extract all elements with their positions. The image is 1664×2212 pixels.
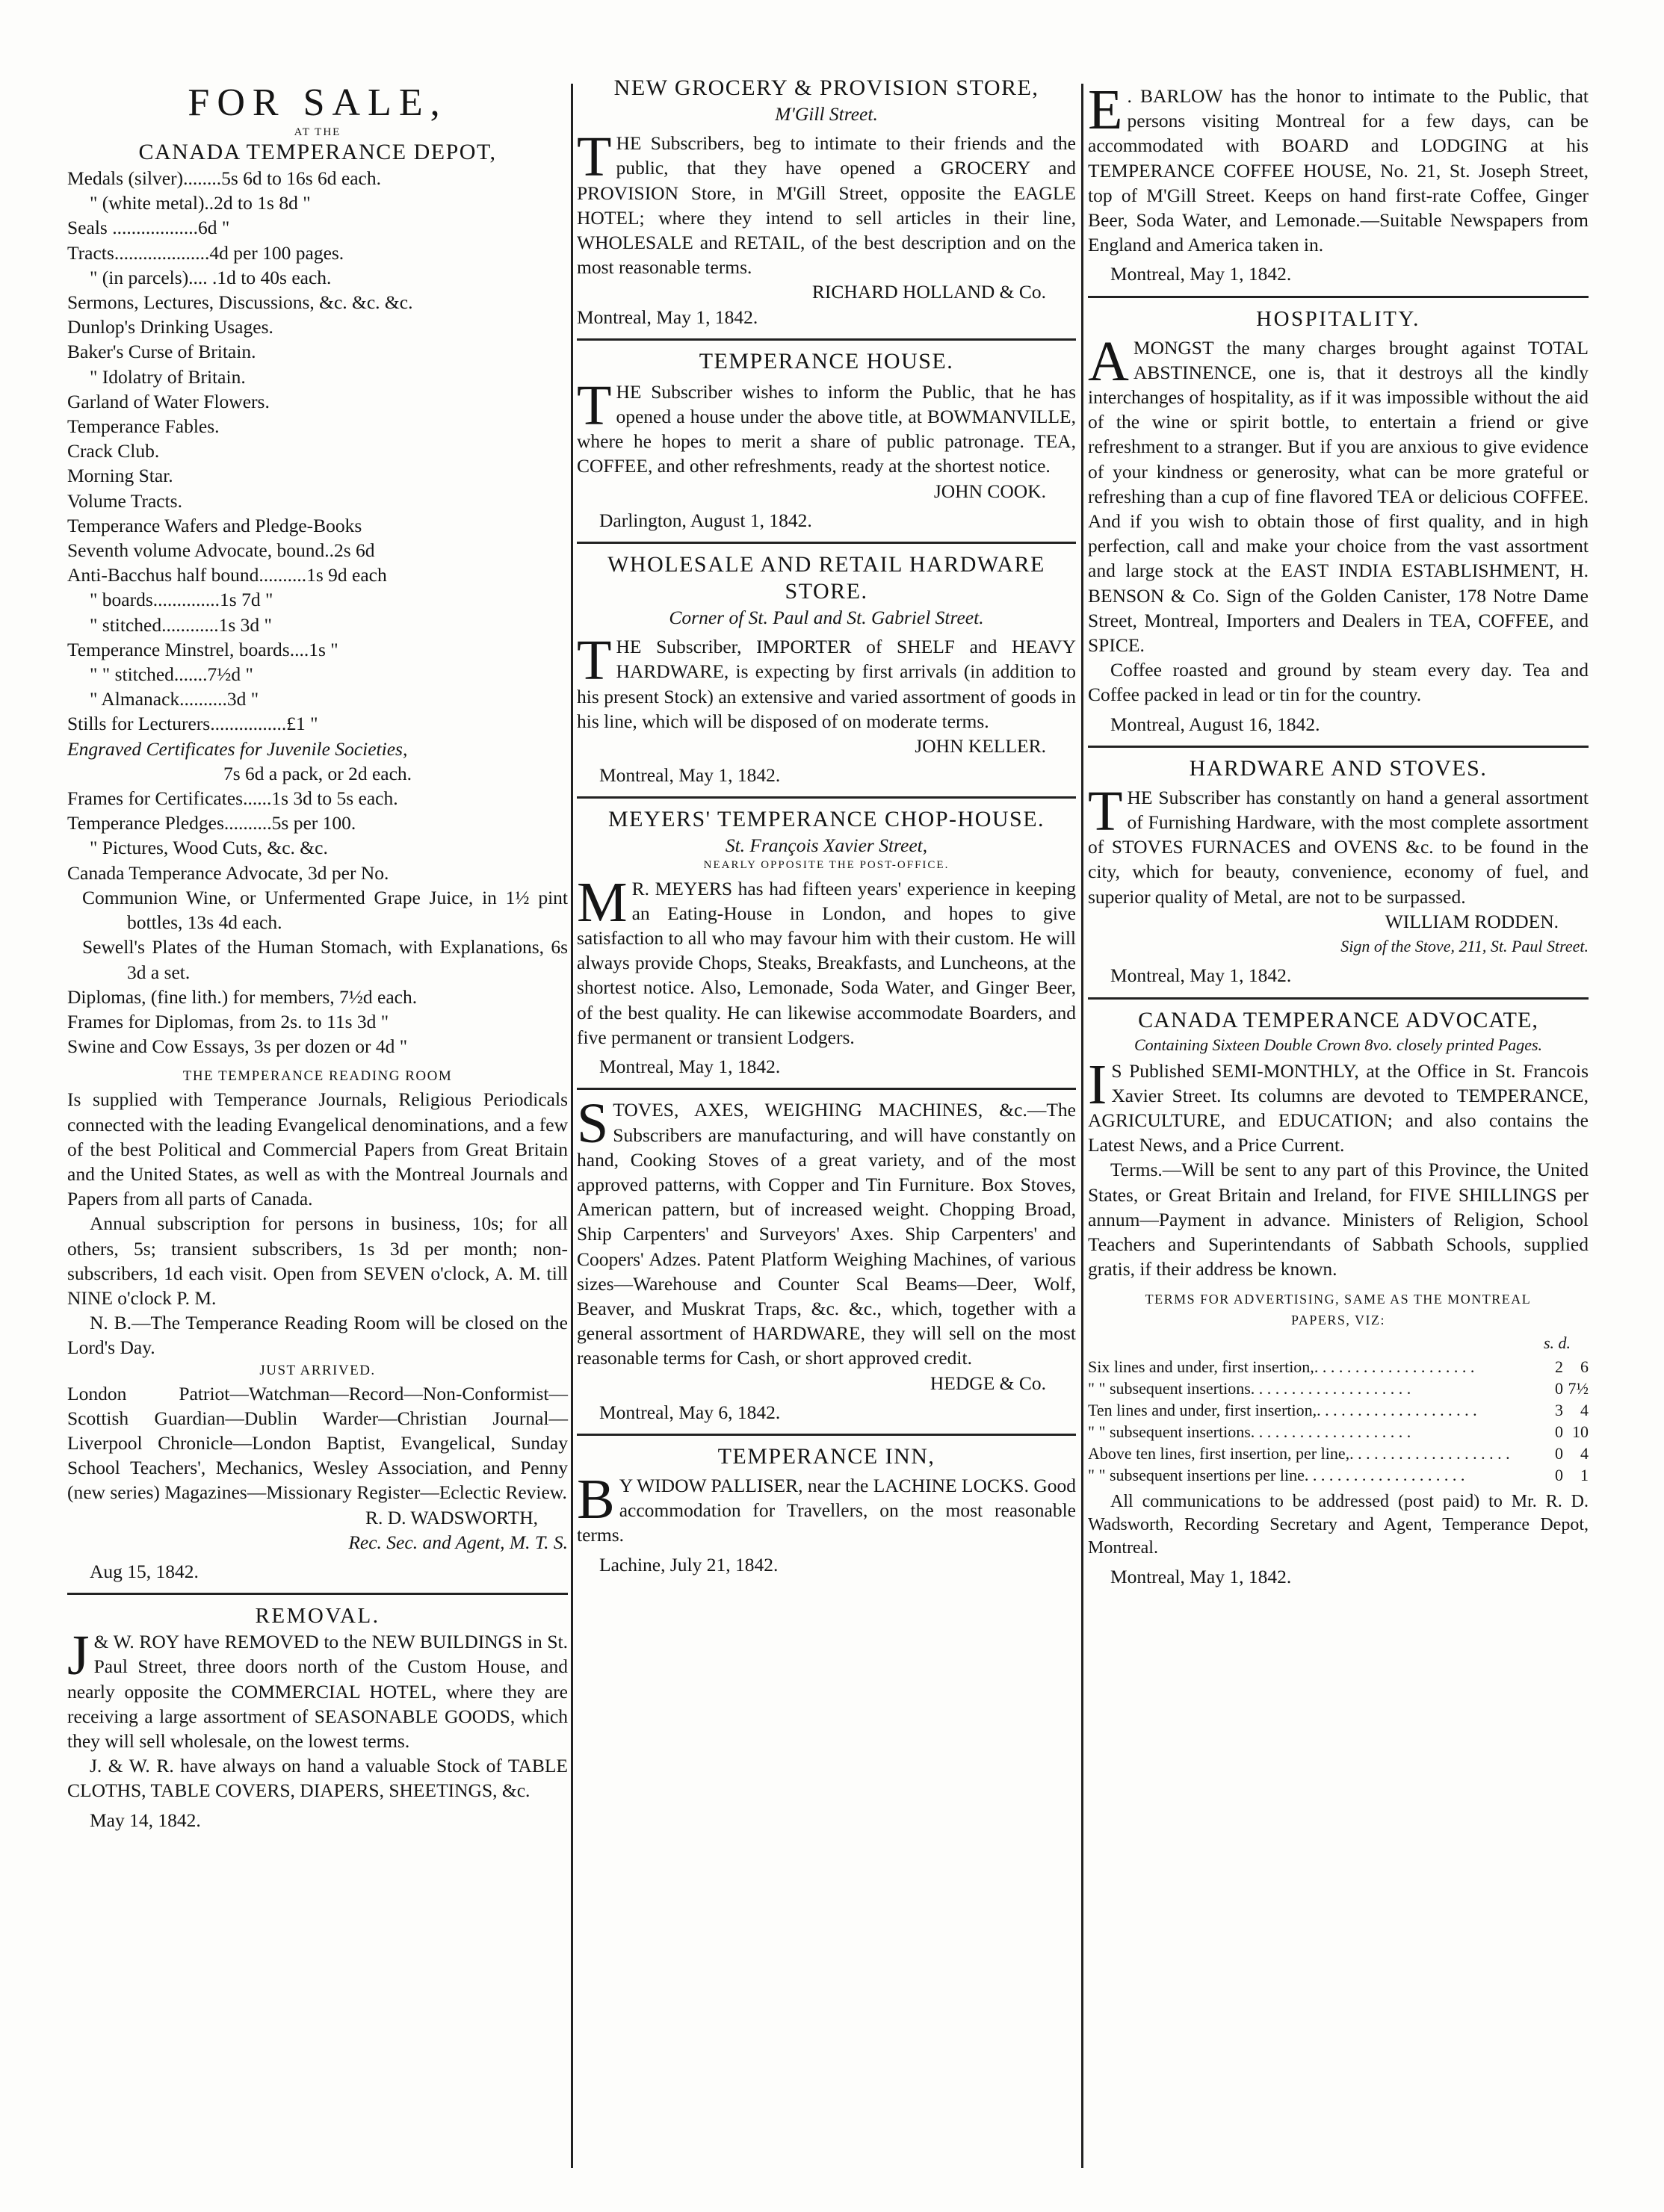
rate-value [1544, 1356, 1589, 1378]
drop-cap: B [577, 1472, 615, 1531]
rate-value [1544, 1421, 1589, 1443]
rate-pence: 1 [1580, 1465, 1589, 1484]
advocate-text: S Published SEMI-MONTHLY, at the Office in St. Francois Xavier Street. Its columns are devoted to TEMPERANCE, AGRICULTURE, and EDUCATION; and also contains the Latest News, and a Price Current. [1088, 1059, 1589, 1156]
chophouse-text: R. MEYERS has had fifteen years' experience in keeping an Eating-House in London, and hopes to give satisfaction to all who may favour him with their custom. He will always provide Chops, Steaks, Breakfasts, and Luncheons, at the shortest notice. Also, Lemonade, Soda Water, and Ginger Beer, of the best quality. He can likewise accommodate Boarders, and five permanent or transient Lodgers. [577, 877, 1076, 1048]
hardware-stoves-advert [1088, 755, 1589, 988]
rate-shillings: 0 [1555, 1465, 1563, 1484]
shop-sign: Sign of the Stove, 211, St. Paul Street. [1340, 937, 1589, 956]
grocery-title: NEW GROCERY & PROVISION STORE, [613, 75, 1039, 100]
date: Aug 15, 1842. [90, 1560, 199, 1582]
reading-room-note: N. B.—The Temperance Reading Room will be closed on the Lord's Day. [67, 1312, 568, 1359]
column-rule [1081, 84, 1083, 2168]
divider [577, 542, 1076, 544]
rate-dots: . . . . . . . . . . . . . . . . . . . . [1349, 1443, 1510, 1463]
date: Montreal, August 16, 1842. [1110, 713, 1320, 735]
signer-name: R. D. WADSWORTH, [365, 1506, 538, 1528]
hospitality-coffee: Coffee roasted and ground by steam every day. Tea and Coffee packed in lead or tin for the country. [1088, 659, 1589, 706]
price-item: Frames for Certificates......1s 3d to 5s each. [67, 787, 398, 810]
grocery-advert [577, 75, 1076, 329]
inn-text: Y WIDOW PALLISER, near the LACHINE LOCKS. Good accommodation for Travellers, on the most reasonable terms. [577, 1474, 1076, 1546]
column-1 [67, 75, 568, 1837]
temperance-house-advert [577, 348, 1076, 533]
date: May 14, 1842. [90, 1809, 201, 1831]
divider [577, 796, 1076, 799]
shillings-pence-header: s. d. [1543, 1333, 1571, 1353]
column-2 [577, 75, 1076, 1581]
signer-title: Rec. Sec. and Agent, M. T. S. [348, 1531, 568, 1553]
stoves-axes-advert [577, 1097, 1076, 1425]
rate-pence: 4 [1580, 1443, 1589, 1463]
rate-label: " " subsequent insertions per line [1088, 1465, 1305, 1484]
grocery-address: M'Gill Street. [775, 103, 878, 125]
divider [1088, 296, 1589, 298]
divider [1088, 997, 1589, 1000]
price-item: " " stitched.......7½d " [90, 663, 253, 686]
house-title: TEMPERANCE HOUSE. [699, 348, 954, 374]
chop-house-advert [577, 806, 1076, 1079]
price-item: " (white metal)..2d to 1s 8d " [90, 192, 311, 214]
rate-pence: 6 [1580, 1357, 1589, 1376]
date: Montreal, May 1, 1842. [1110, 964, 1292, 987]
price-item: Swine and Cow Essays, 3s per dozen or 4d " [67, 1035, 408, 1058]
hospitality-title: HOSPITALITY. [1256, 306, 1420, 331]
just-arrived-title: JUST ARRIVED. [259, 1362, 376, 1378]
price-item: Frames for Diplomas, from 2s. to 11s 3d " [67, 1010, 389, 1032]
signer-name: WILLIAM RODDEN. [1385, 910, 1559, 932]
price-item: Volume Tracts. [67, 489, 182, 512]
rate-label: " " subsequent insertions [1088, 1378, 1251, 1398]
advertising-terms-title: TERMS FOR ADVERTISING, SAME AS THE MONTREAL PAPERS, VIZ: [1145, 1292, 1532, 1328]
price-item: " Almanack..........3d " [90, 688, 259, 710]
reading-room-subscription: Annual subscription for persons in business, 10s; for all others, 5s; transient subscribers, 1s 3d per month; non-subscribers, 1d each visit. Open from SEVEN o'clock, A. M. till NINE o'clock P. M. [67, 1212, 568, 1309]
inn-title: TEMPERANCE INN, [717, 1443, 935, 1469]
signer-name: JOHN COOK. [933, 480, 1046, 502]
reading-room-text: Is supplied with Temperance Journals, Religious Periodicals connected with the leading Evangelical denominations, and a few of the best Political and Commercial Papers from Great Britain and the United States, as well as with the Montreal Journals and Papers from all parts of Canada. [67, 1088, 568, 1210]
rate-row [1088, 1378, 1589, 1399]
divider [577, 1434, 1076, 1436]
just-arrived-text: London Patriot—Watchman—Record—Non-Conformist—Scottish Guardian—Dublin Warder—Christian Journal—Liverpool Chronicle—London Baptist, Evangelical, Sunday School Teachers', Mechanics, Wesley Association, and Penny (new series) Magazines—Missionary Register—Eclectic Review. [67, 1382, 568, 1504]
advocate-subtitle: Containing Sixteen Double Crown 8vo. closely printed Pages. [1133, 1035, 1543, 1054]
date: Lachine, July 21, 1842. [599, 1553, 779, 1576]
drop-cap: I [1088, 1058, 1107, 1116]
rate-value [1544, 1443, 1589, 1464]
advocate-title: CANADA TEMPERANCE ADVOCATE, [1138, 1007, 1538, 1032]
drop-cap: T [577, 379, 612, 437]
column-3 [1088, 75, 1589, 1593]
drop-cap: E [1088, 84, 1123, 141]
divider [1088, 746, 1589, 748]
price-list [67, 166, 568, 1059]
price-item: Stills for Lecturers................£1 " [67, 713, 318, 735]
drop-cap: T [1088, 784, 1123, 843]
date: Montreal, May 1, 1842. [599, 1056, 781, 1078]
price-item: " Idolatry of Britain. [90, 365, 246, 388]
price-item: Tracts....................4d per 100 pages. [67, 241, 344, 264]
rate-label: Ten lines and under, first insertion, [1088, 1400, 1317, 1419]
rate-label: Six lines and under, first insertion, [1088, 1357, 1314, 1376]
rate-dots: . . . . . . . . . . . . . . . . . . . . [1304, 1465, 1465, 1484]
temperance-inn-advert [577, 1443, 1076, 1577]
advertising-rates [1088, 1356, 1589, 1486]
divider [67, 1593, 568, 1595]
price-item: " stitched............1s 3d " [90, 613, 272, 636]
rate-value [1544, 1378, 1589, 1399]
signer-name: JOHN KELLER. [915, 735, 1046, 758]
hardware-text: HE Subscriber, IMPORTER of SHELF and HEAVY HARDWARE, is expecting by first arrivals (in addition to his present Stock) an extensive and varied assortment of goods in his line, which will be disposed of on moderate terms. [577, 636, 1076, 732]
rate-value [1544, 1464, 1589, 1486]
chophouse-address: St. François Xavier Street, [725, 834, 928, 857]
drop-cap: T [577, 131, 612, 189]
price-item: Sermons, Lectures, Discussions, &c. &c. &c. [67, 291, 413, 314]
price-item: Temperance Fables. [67, 415, 220, 438]
price-item: Temperance Minstrel, boards....1s " [67, 638, 338, 660]
price-item: Temperance Pledges..........5s per 100. [67, 812, 356, 834]
rate-row [1088, 1464, 1589, 1486]
coffee-house-advert [1088, 84, 1589, 287]
rate-pence: 7½ [1568, 1378, 1589, 1398]
price-item: Garland of Water Flowers. [67, 390, 270, 412]
rate-dots: . . . . . . . . . . . . . . . . . . . . [1317, 1400, 1477, 1419]
reading-room-advert [67, 1066, 568, 1584]
price-item: Morning Star. [67, 465, 173, 487]
price-item: " (in parcels).... .1d to 40s each. [90, 266, 332, 288]
price-item: Dunlop's Drinking Usages. [67, 316, 273, 338]
stoves-hardware-text: HE Subscriber has constantly on hand a general assortment of Furnishing Hardware, with the most complete assortment of STOVES FURNACES and OVENS &c. to be found in the city, which for beauty, convenience, economy of fuel, and superior quality of Metal, are not to be surpassed. [1088, 786, 1589, 908]
price-item: " Pictures, Wood Cuts, &c. &c. [90, 837, 328, 859]
column-rule [571, 84, 573, 2168]
date: Montreal, May 1, 1842. [577, 306, 758, 328]
for-sale-title: FOR SALE, [188, 81, 448, 124]
removal-title: REMOVAL. [255, 1604, 380, 1629]
stoves-title: HARDWARE AND STOVES. [1189, 755, 1488, 781]
rate-row [1088, 1443, 1589, 1464]
advocate-terms: Terms.—Will be sent to any part of this Province, the United States, or Great Britain and Ireland, for FIVE SHILLINGS per annum—Payment in advance. Ministers of Religion, School Teachers and Superintendants of Sabbath Schools, supplied gratis, if their address be known. [1088, 1159, 1589, 1280]
drop-cap: M [577, 876, 628, 934]
coffee-house-text: . BARLOW has the honor to intimate to the Public, that persons visiting Montreal for a few days, can be accommodated with BOARD and LODGING at his TEMPERANCE COFFEE HOUSE, No. 21, St. Joseph Street, top of M'Gill Street. Keeps on hand first-rate Coffee, Ginger Beer, Soda Water, and Lemonade.—Suitable Newspapers from England and America taken in. [1088, 85, 1589, 256]
rate-label: Above ten lines, first insertion, per line, [1088, 1443, 1350, 1463]
divider [577, 1088, 1076, 1090]
price-item: Seals ..................6d " [67, 217, 230, 239]
signer-name: RICHARD HOLLAND & Co. [811, 281, 1046, 303]
price-item: Medals (silver)........5s 6d to 16s 6d each. [67, 167, 381, 189]
rate-shillings: 0 [1555, 1443, 1563, 1463]
price-item: Temperance Wafers and Pledge-Books [67, 514, 362, 536]
rate-dots: . . . . . . . . . . . . . . . . . . . . [1314, 1357, 1475, 1376]
rate-value [1544, 1399, 1589, 1421]
divider [577, 338, 1076, 341]
sewell-plates: Sewell's Plates of the Human Stomach, with Explanations, 6s 3d a set. [82, 936, 568, 983]
chophouse-location: NEARLY OPPOSITE THE POST-OFFICE. [703, 858, 950, 871]
drop-cap: A [1088, 335, 1129, 393]
advocate-advert [1088, 1007, 1589, 1589]
price-item: Baker's Curse of Britain. [67, 341, 256, 363]
rate-row [1088, 1399, 1589, 1421]
drop-cap: J [67, 1629, 90, 1688]
removal-advert [67, 1602, 568, 1833]
hospitality-text: MONGST the many charges brought against TOTAL ABSTINENCE, one is, that it destroys all the kindly interchanges of hospitality, as if it was impossible without the aid of the wine or spirit bottle, to entertain a friend or give refreshment to a stranger. But if you are anxious to give evidence of your kindness or generosity, what can be more grateful or refreshing than a cup of fine flavored TEA or delicious COFFEE. And if you wish to obtain those of first quality, and in high perfection, call and make your choice from the vast assortment and large stock at the EAST INDIA ESTABLISHMENT, H. BENSON & Co. Sign of the Golden Canister, 178 Notre Dame Street, Montreal, Importers and Dealers in TEA, COFFEE, and SPICE. [1088, 336, 1589, 657]
price-item: Seventh volume Advocate, bound..2s 6d [67, 539, 375, 562]
house-text: HE Subscriber wishes to inform the Public, that he has opened a house under the above title, at BOWMANVILLE, where he hopes to merit a share of public patronage. TEA, COFFEE, and other refreshments, ready at the shortest notice. [577, 380, 1076, 477]
price-item: Diplomas, (fine lith.) for members, 7½d each. [67, 985, 418, 1008]
stoves-text: TOVES, AXES, WEIGHING MACHINES, &c.—The Subscribers are manufacturing, and will have constantly on hand, Cooking Stoves of a great variety, and of the most approved patterns, with Copper and Tin Furniture. Box Stoves, American pattern, but of increased weight. Chopping Broad, Ship Carpenters' and Surveyors' Axes. Ship Carpenters' and Coopers' Adzes. Patent Platform Weighing Machines, of various sizes—Warehouse and Counter Scal Beams—Deer, Wolf, Beaver, and Muskrat Traps, &c. &c., which, together with a general assortment of HARDWARE, they will sell on the most reasonable terms for Cash, or short approved credit. [577, 1099, 1076, 1369]
rate-dots: . . . . . . . . . . . . . . . . . . . . [1250, 1378, 1411, 1398]
hardware-address: Corner of St. Paul and St. Gabriel Street. [669, 607, 984, 629]
removal-text: & W. ROY have REMOVED to the NEW BUILDINGS in St. Paul Street, three doors north of the Custom House, and nearly opposite the COMMERCIAL HOTEL, where they are receiving a large assortment of SEASONABLE GOODS, which they will sell wholesale, on the lowest terms. [67, 1631, 568, 1752]
chophouse-title: MEYERS' TEMPERANCE CHOP-HOUSE. [607, 807, 1045, 832]
date: Montreal, May 1, 1842. [1110, 263, 1292, 285]
price-item: " boards..............1s 7d " [90, 589, 273, 611]
rate-shillings: 3 [1555, 1400, 1563, 1419]
depot-title: CANADA TEMPERANCE DEPOT, [138, 140, 497, 164]
at-the-label: AT THE [294, 126, 341, 138]
hardware-store-advert [577, 551, 1076, 787]
rate-pence: 10 [1572, 1422, 1589, 1441]
hardware-title: WHOLESALE AND RETAIL HARDWARE STORE. [607, 552, 1045, 604]
date: Montreal, May 1, 1842. [599, 764, 781, 787]
rate-shillings: 2 [1555, 1357, 1563, 1376]
drop-cap: T [577, 634, 612, 693]
hospitality-advert [1088, 306, 1589, 737]
price-item: Anti-Bacchus half bound..........1s 9d each [67, 564, 387, 586]
rate-row [1088, 1356, 1589, 1378]
signer-name: HEDGE & Co. [930, 1372, 1046, 1394]
rate-pence: 4 [1580, 1400, 1589, 1419]
engraved-price: 7s 6d a pack, or 2d each. [223, 762, 412, 784]
drop-cap: S [577, 1097, 609, 1156]
rate-dots: . . . . . . . . . . . . . . . . . . . . [1250, 1422, 1411, 1441]
for-sale-advert [67, 81, 568, 1059]
rate-row [1088, 1421, 1589, 1443]
date: Montreal, May 1, 1842. [1110, 1565, 1292, 1587]
date: Montreal, May 6, 1842. [599, 1401, 781, 1423]
date: Darlington, August 1, 1842. [599, 509, 812, 531]
advocate-closing: All communications to be addressed (post paid) to Mr. R. D. Wadsworth, Recording Secretary and Agent, Temperance Depot, Montreal. [1088, 1491, 1589, 1558]
engraved-certificates: Engraved Certificates for Juvenile Societies, [67, 737, 408, 760]
grocery-text: HE Subscribers, beg to intimate to their friends and the public, that they have opened a GROCERY and PROVISION Store, in M'Gill Street, opposite the EAGLE HOTEL; where they intend to sell articles in their line, WHOLESALE and RETAIL, of the best description and on the most reasonable terms. [577, 132, 1076, 279]
communion-wine: Communion Wine, or Unfermented Grape Juice, in 1½ pint bottles, 13s 4d each. [82, 886, 568, 934]
rate-shillings: 0 [1555, 1422, 1563, 1441]
removal-stock: J. & W. R. have always on hand a valuable Stock of TABLE CLOTHS, TABLE COVERS, DIAPERS, SHEETINGS, &c. [67, 1755, 568, 1802]
reading-room-title: THE TEMPERANCE READING ROOM [182, 1068, 453, 1085]
rate-shillings: 0 [1555, 1378, 1563, 1398]
price-item: Crack Club. [67, 440, 160, 462]
advocate-price: Canada Temperance Advocate, 3d per No. [67, 861, 389, 884]
rate-label: " " subsequent insertions [1088, 1422, 1251, 1441]
